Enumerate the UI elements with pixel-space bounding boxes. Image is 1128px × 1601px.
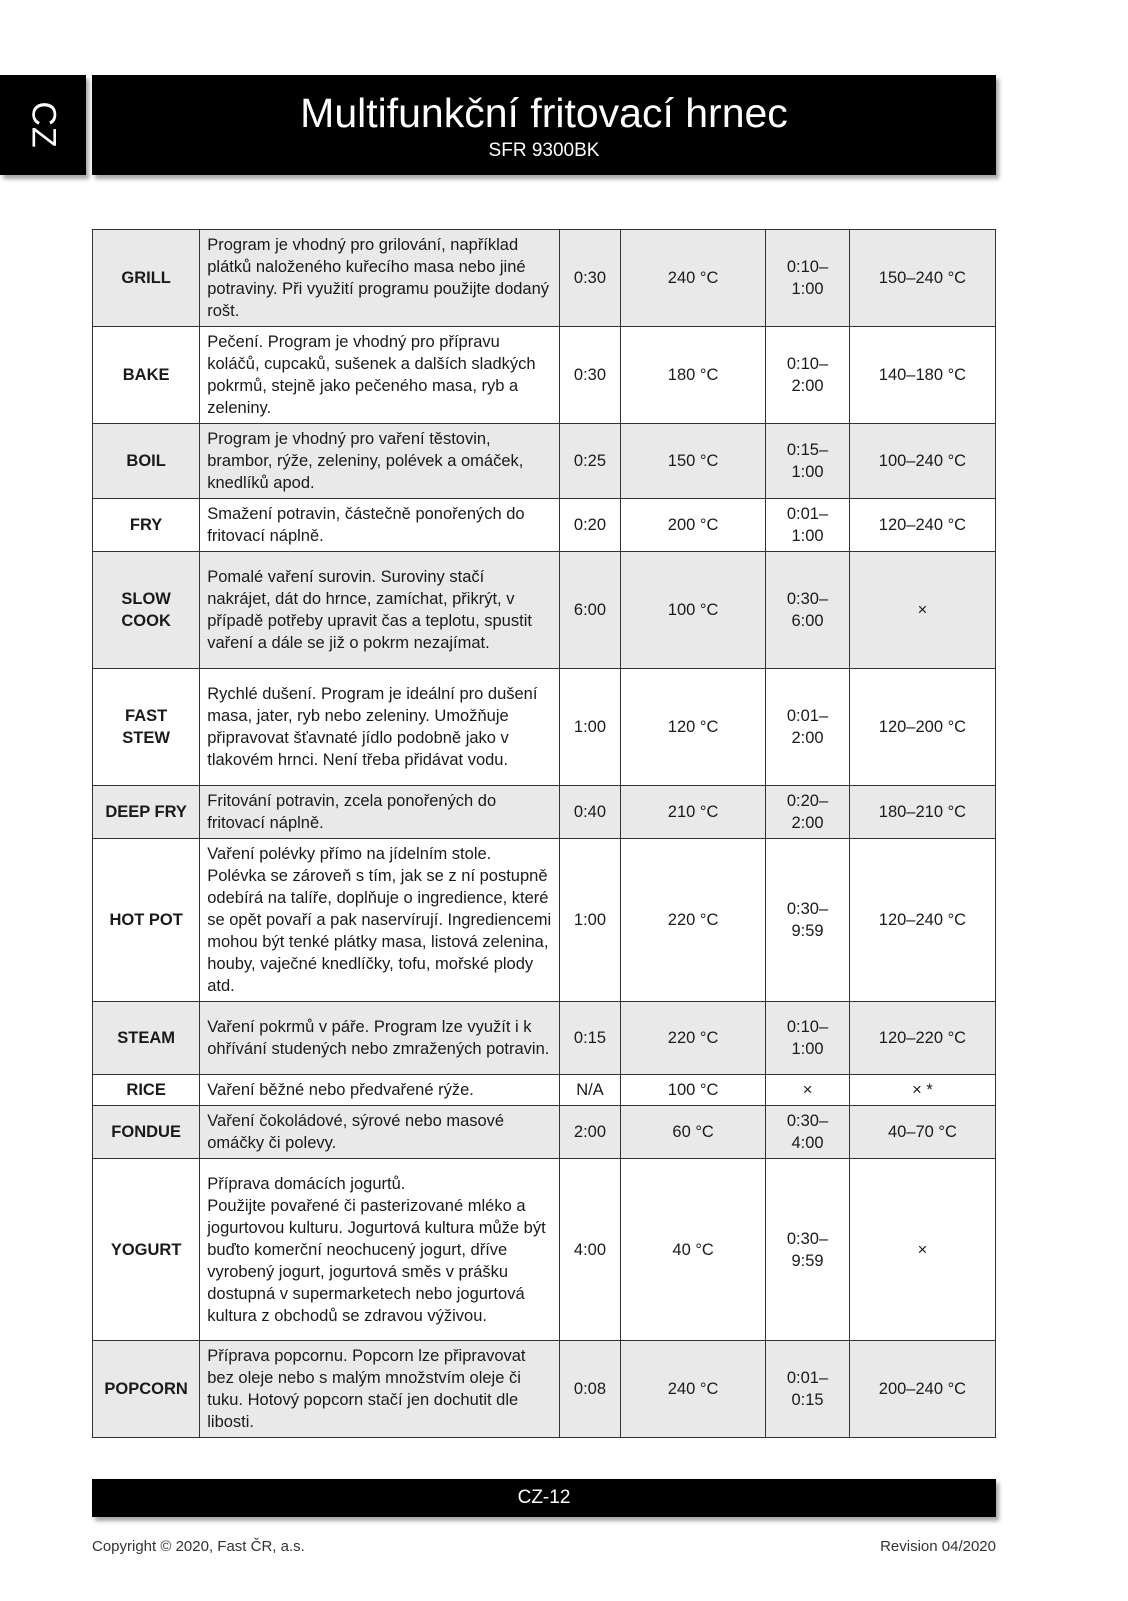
preset-time: 0:15 xyxy=(559,1002,620,1075)
program-description: Rychlé dušení. Program je ideální pro dušení masa, jater, ryb nebo zeleniny. Umožňuje připravovat šťavnaté jídlo podobně jako v tlakovém hrnci. Není třeba přidávat vodu. xyxy=(200,669,560,786)
copyright-text: Copyright © 2020, Fast ČR, a.s. xyxy=(92,1538,305,1555)
preset-temperature: 180 °C xyxy=(621,327,766,424)
preset-time: 0:08 xyxy=(559,1341,620,1438)
preset-temperature: 240 °C xyxy=(621,230,766,327)
time-range: 0:10– 1:00 xyxy=(766,1002,850,1075)
program-description: Pomalé vaření surovin. Suroviny stačí nakrájet, dát do hrnce, zamíchat, přikrýt, v případě potřeby upravit čas a teplotu, spustit vaření a dále se již o pokrm nezajímat. xyxy=(200,552,560,669)
table-row xyxy=(93,669,996,786)
time-range: 0:30– 4:00 xyxy=(766,1106,850,1159)
preset-temperature: 60 °C xyxy=(621,1106,766,1159)
language-tab-label: CZ xyxy=(24,101,63,149)
temperature-range: 120–200 °C xyxy=(849,669,995,786)
temperature-range: 40–70 °C xyxy=(849,1106,995,1159)
temperature-range: 200–240 °C xyxy=(849,1341,995,1438)
program-description: Pečení. Program je vhodný pro přípravu koláčů, cupcaků, sušenek a dalších sladkých pokrmů, stejně jako pečeného masa, ryb a zeleniny. xyxy=(200,327,560,424)
preset-time: 0:25 xyxy=(559,424,620,499)
preset-time: 0:30 xyxy=(559,327,620,424)
preset-time: 0:20 xyxy=(559,499,620,552)
table-row xyxy=(93,230,996,327)
preset-temperature: 220 °C xyxy=(621,1002,766,1075)
program-name: RICE xyxy=(93,1075,200,1106)
table-row xyxy=(93,1159,996,1341)
page-header xyxy=(92,75,996,175)
temperature-range: × xyxy=(849,552,995,669)
program-description: Příprava domácích jogurtů. Použijte povařené či pasterizované mléko a jogurtovou kulturu. Jogurtová kultura může být buďto komerční neochucený jogurt, dříve vyrobený jogurt, jogurtová směs v prášku dostupná v supermarketech nebo jogurtová kultura z obchodů se zdravou výživou. xyxy=(200,1159,560,1341)
preset-temperature: 220 °C xyxy=(621,839,766,1002)
preset-temperature: 40 °C xyxy=(621,1159,766,1341)
program-name: FRY xyxy=(93,499,200,552)
preset-temperature: 100 °C xyxy=(621,1075,766,1106)
program-description: Příprava popcornu. Popcorn lze připravovat bez oleje nebo s malým množstvím oleje či tuku. Hotový popcorn stačí jen dochutit dle libosti. xyxy=(200,1341,560,1438)
time-range: 0:01– 0:15 xyxy=(766,1341,850,1438)
program-description: Smažení potravin, částečně ponořených do fritovací náplně. xyxy=(200,499,560,552)
time-range: 0:10– 2:00 xyxy=(766,327,850,424)
program-name: BOIL xyxy=(93,424,200,499)
table-row xyxy=(93,1341,996,1438)
preset-time: 1:00 xyxy=(559,839,620,1002)
preset-time: 0:40 xyxy=(559,786,620,839)
temperature-range: 120–220 °C xyxy=(849,1002,995,1075)
program-name: YOGURT xyxy=(93,1159,200,1341)
time-range: 0:10– 1:00 xyxy=(766,230,850,327)
table-row xyxy=(93,839,996,1002)
temperature-range: × * xyxy=(849,1075,995,1106)
temperature-range: × xyxy=(849,1159,995,1341)
program-description: Vaření čokoládové, sýrové nebo masové omáčky či polevy. xyxy=(200,1106,560,1159)
program-description: Vaření běžné nebo předvařené rýže. xyxy=(200,1075,560,1106)
program-name: BAKE xyxy=(93,327,200,424)
time-range: 0:30– 9:59 xyxy=(766,1159,850,1341)
page-title: Multifunkční fritovací hrnec xyxy=(300,90,788,136)
program-table xyxy=(92,229,996,1438)
temperature-range: 100–240 °C xyxy=(849,424,995,499)
table-row xyxy=(93,1106,996,1159)
preset-temperature: 150 °C xyxy=(621,424,766,499)
preset-temperature: 210 °C xyxy=(621,786,766,839)
program-name: STEAM xyxy=(93,1002,200,1075)
time-range: 0:30– 9:59 xyxy=(766,839,850,1002)
table-row xyxy=(93,424,996,499)
language-tab xyxy=(0,75,86,175)
preset-time: 1:00 xyxy=(559,669,620,786)
table-row xyxy=(93,552,996,669)
page-number: CZ-12 xyxy=(517,1487,571,1508)
program-name: SLOW COOK xyxy=(93,552,200,669)
program-name: HOT POT xyxy=(93,839,200,1002)
table-row xyxy=(93,786,996,839)
time-range: 0:30– 6:00 xyxy=(766,552,850,669)
preset-time: 4:00 xyxy=(559,1159,620,1341)
model-number: SFR 9300BK xyxy=(488,140,600,161)
temperature-range: 150–240 °C xyxy=(849,230,995,327)
program-description: Program je vhodný pro vaření těstovin, brambor, rýže, zeleniny, polévek a omáček, knedlíků apod. xyxy=(200,424,560,499)
temperature-range: 180–210 °C xyxy=(849,786,995,839)
preset-time: N/A xyxy=(559,1075,620,1106)
program-description: Vaření polévky přímo na jídelním stole. Polévka se zároveň s tím, jak se z ní postupně odebírá na talíře, doplňuje o ingredience, které se opět povaří a pak naservírují. Ingrediencemi mohou být tenké plátky masa, listová zelenina, houby, vaječné knedlíčky, tofu, mořské plody atd. xyxy=(200,839,560,1002)
table-row xyxy=(93,1002,996,1075)
revision-text: Revision 04/2020 xyxy=(880,1538,996,1555)
table-row xyxy=(93,327,996,424)
footer-bar xyxy=(92,1479,996,1517)
temperature-range: 120–240 °C xyxy=(849,839,995,1002)
table-row xyxy=(93,499,996,552)
temperature-range: 120–240 °C xyxy=(849,499,995,552)
time-range: 0:01– 2:00 xyxy=(766,669,850,786)
preset-time: 0:30 xyxy=(559,230,620,327)
program-name: DEEP FRY xyxy=(93,786,200,839)
preset-temperature: 200 °C xyxy=(621,499,766,552)
program-name: POPCORN xyxy=(93,1341,200,1438)
time-range: 0:01– 1:00 xyxy=(766,499,850,552)
program-name: FAST STEW xyxy=(93,669,200,786)
preset-time: 2:00 xyxy=(559,1106,620,1159)
preset-temperature: 100 °C xyxy=(621,552,766,669)
time-range: 0:20– 2:00 xyxy=(766,786,850,839)
table-row xyxy=(93,1075,996,1106)
program-name: FONDUE xyxy=(93,1106,200,1159)
program-description: Vaření pokrmů v páře. Program lze využít i k ohřívání studených nebo zmražených potravin. xyxy=(200,1002,560,1075)
temperature-range: 140–180 °C xyxy=(849,327,995,424)
program-description: Program je vhodný pro grilování, například plátků naloženého kuřecího masa nebo jiné potraviny. Při využití programu použijte dodaný rošt. xyxy=(200,230,560,327)
program-description: Fritování potravin, zcela ponořených do fritovací náplně. xyxy=(200,786,560,839)
time-range: × xyxy=(766,1075,850,1106)
time-range: 0:15– 1:00 xyxy=(766,424,850,499)
program-name: GRILL xyxy=(93,230,200,327)
preset-time: 6:00 xyxy=(559,552,620,669)
preset-temperature: 240 °C xyxy=(621,1341,766,1438)
preset-temperature: 120 °C xyxy=(621,669,766,786)
